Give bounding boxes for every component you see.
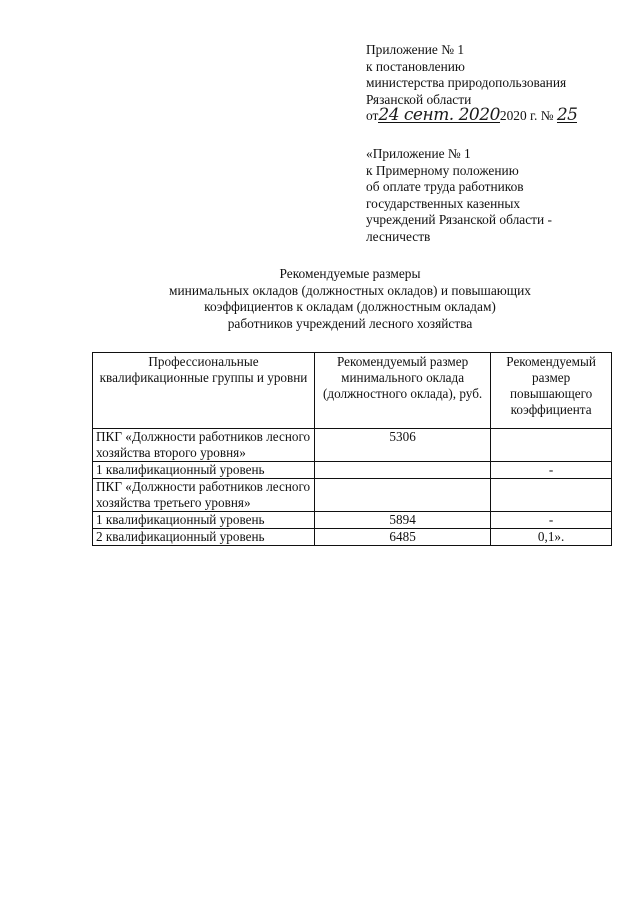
header-coefficient: Рекомендуемый размер повышающего коэффициента: [491, 353, 612, 429]
cell-coefficient: [491, 429, 612, 462]
cell-salary: [314, 462, 490, 479]
cell-coefficient: -: [491, 462, 612, 479]
attachment-header: [366, 42, 631, 125]
handwritten-date: 24 сент. 2020: [378, 105, 500, 126]
attachment-line: Приложение № 1: [366, 42, 465, 57]
title-line: Рекомендуемые размеры: [279, 266, 421, 281]
cell-group: 2 квалификационный уровень: [93, 529, 315, 546]
cell-coefficient: 0,1».: [491, 529, 612, 546]
table-row: [93, 429, 612, 462]
header-min-salary: Рекомендуемый размер минимального оклада (должностного оклада), руб.: [314, 353, 490, 429]
appendix-line: «Приложение № 1: [366, 146, 471, 161]
appendix-line: об оплате труда работников: [366, 179, 524, 195]
table-row: [93, 462, 612, 479]
table-header-row: [93, 353, 612, 429]
appendix-line: учреждений Рязанской области -: [366, 212, 552, 228]
title-line: коэффициентов к окладам (должностным окладам): [204, 299, 496, 315]
date-suffix: 2020 г. №: [499, 108, 554, 124]
table-row: [93, 479, 612, 512]
date-prefix: от: [366, 108, 379, 124]
table-row: [93, 529, 612, 546]
table-row: [93, 512, 612, 529]
cell-group: ПКГ «Должности работников лесного хозяйства третьего уровня»: [93, 479, 315, 512]
cell-salary: [314, 479, 490, 512]
attachment-line: к постановлению: [366, 58, 465, 74]
resolution-date-line: [366, 105, 631, 126]
title-line: минимальных окладов (должностных окладов) и повышающих: [169, 282, 531, 298]
appendix-line: к Примерному положению: [366, 162, 519, 178]
handwritten-number: 25: [556, 105, 578, 126]
cell-group: 1 квалификационный уровень: [93, 462, 315, 479]
cell-group: 1 квалификационный уровень: [93, 512, 315, 529]
cell-coefficient: [491, 479, 612, 512]
title-line: работников учреждений лесного хозяйства: [227, 315, 473, 331]
cell-group: ПКГ «Должности работников лесного хозяйства второго уровня»: [93, 429, 315, 462]
salary-table: [92, 352, 612, 546]
cell-salary: 5894: [314, 512, 490, 529]
appendix-reference: [366, 146, 631, 246]
cell-salary: 6485: [314, 529, 490, 546]
cell-coefficient: -: [491, 512, 612, 529]
appendix-line: лесничеств: [366, 228, 431, 244]
attachment-line: министерства природопользования: [366, 75, 567, 91]
appendix-line: государственных казенных: [366, 195, 521, 211]
cell-salary: 5306: [314, 429, 490, 462]
attachment-line: Рязанской области: [366, 91, 472, 107]
document-title: [90, 266, 610, 332]
header-qualification-groups: Профессиональные квалификационные группы и уровни: [93, 353, 315, 429]
